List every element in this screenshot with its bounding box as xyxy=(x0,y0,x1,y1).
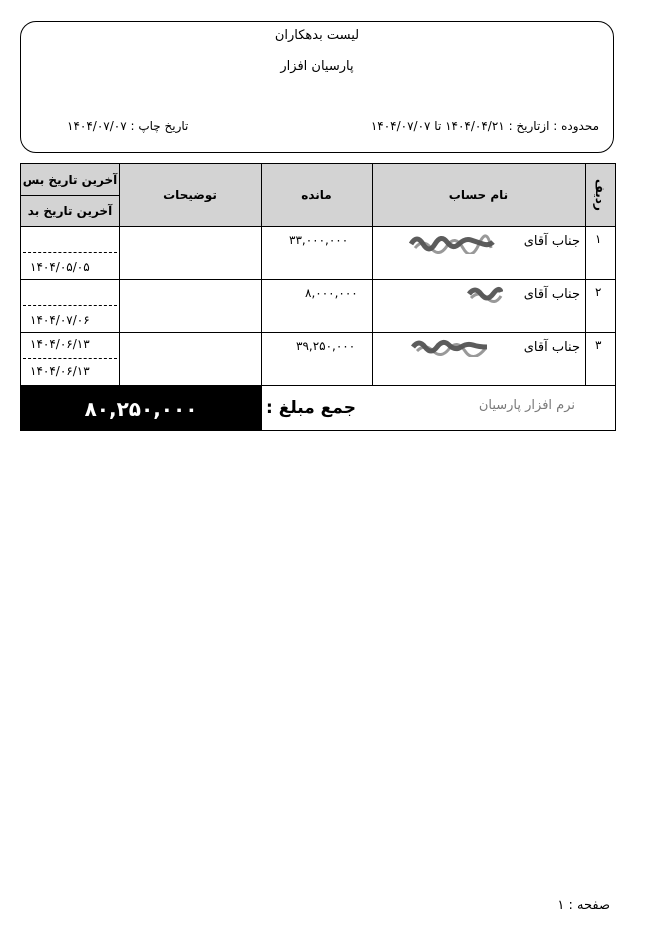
account-name: جناب آقای xyxy=(523,287,580,302)
last-debit-date: ۱۴۰۴/۰۵/۰۵ xyxy=(30,260,90,274)
col-header-last-credit: آخرین تاریخ بس xyxy=(21,164,119,195)
total-value: ۸۰,۲۵۰,۰۰۰ xyxy=(21,386,261,431)
col-header-last-debit: آخرین تاریخ بد xyxy=(21,195,119,226)
total-label: جمع مبلغ : xyxy=(266,398,356,418)
redacted-name-scribble xyxy=(411,337,491,357)
balance-value: ۸,۰۰۰,۰۰۰ xyxy=(305,286,358,300)
redacted-name-scribble xyxy=(409,230,495,254)
last-credit-date: ۱۴۰۴/۰۶/۱۳ xyxy=(30,337,90,351)
page-number: صفحه : ۱ xyxy=(557,898,610,913)
row-number: ۲ xyxy=(595,285,602,299)
company-name: پارسیان افزار xyxy=(280,59,354,74)
col-header-row-label: ردیف xyxy=(593,179,607,211)
col-header-account: نام حساب xyxy=(372,164,585,226)
debtors-table xyxy=(20,163,616,431)
balance-value: ۳۳,۰۰۰,۰۰۰ xyxy=(289,233,349,247)
balance-value: ۳۹,۲۵۰,۰۰۰ xyxy=(296,339,356,353)
col-header-description: توضیحات xyxy=(119,164,261,226)
software-name: نرم افزار پارسیان xyxy=(478,398,575,413)
date-range: محدوده : ازتاریخ : ۱۴۰۴/۰۴/۲۱ تا ۱۴۰۴/۰۷/۰۷ xyxy=(370,119,599,133)
redacted-name-scribble xyxy=(467,284,503,304)
col-header-balance: مانده xyxy=(261,164,372,226)
row-number: ۳ xyxy=(595,338,602,352)
last-debit-date: ۱۴۰۴/۰۷/۰۶ xyxy=(30,313,90,327)
last-debit-date: ۱۴۰۴/۰۶/۱۳ xyxy=(30,364,90,378)
col-header-row xyxy=(585,164,615,226)
report-header xyxy=(20,21,614,153)
row-number: ۱ xyxy=(595,232,602,246)
account-name: جناب آقای xyxy=(523,234,580,249)
print-date: تاریخ چاپ : ۱۴۰۴/۰۷/۰۷ xyxy=(67,119,189,133)
account-name: جناب آقای xyxy=(523,340,580,355)
report-title: لیست بدهکاران xyxy=(274,28,360,43)
